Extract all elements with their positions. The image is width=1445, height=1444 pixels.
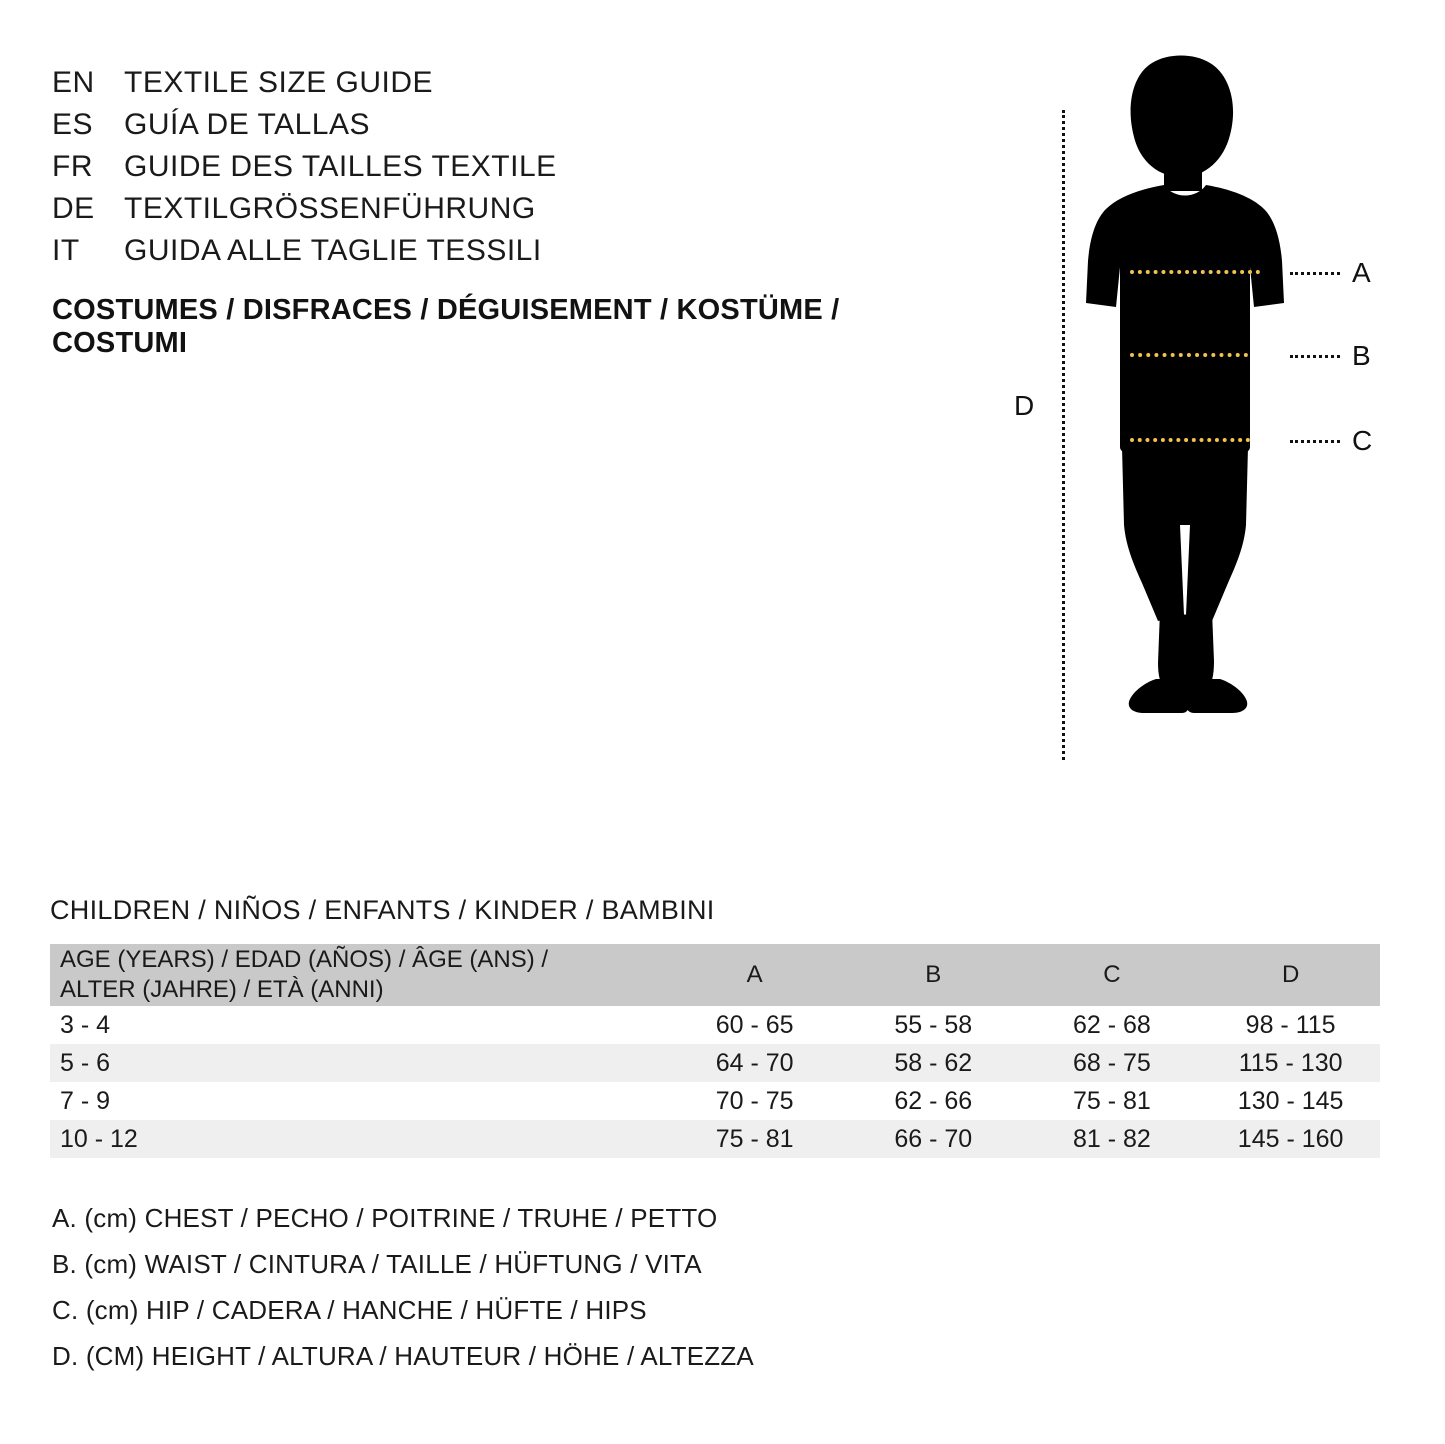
figure-label-b: B bbox=[1352, 340, 1371, 371]
cell-age: 3 - 4 bbox=[60, 1010, 111, 1039]
figure-diagram bbox=[990, 55, 1410, 735]
language-header bbox=[52, 62, 972, 360]
cell-c: 68 - 75 bbox=[1023, 1044, 1202, 1082]
language-text-es: GUÍA DE TALLAS bbox=[124, 108, 370, 141]
header-a: A bbox=[665, 944, 844, 1006]
cell-a: 60 - 65 bbox=[715, 1010, 794, 1039]
legend-line-b: B. (cm) WAIST / CINTURA / TAILLE / HÜFTUNG / VITA bbox=[52, 1249, 702, 1279]
language-text-it: GUIDA ALLE TAGLIE TESSILI bbox=[124, 234, 542, 267]
cell-b: 66 - 70 bbox=[844, 1120, 1023, 1158]
figure-label-a: A bbox=[1352, 257, 1371, 288]
cell-b: 55 - 58 bbox=[894, 1010, 973, 1039]
legend-line-a: A. (cm) CHEST / PECHO / POITRINE / TRUHE / PETTO bbox=[52, 1203, 718, 1233]
language-code-it: IT bbox=[52, 234, 80, 267]
header-age bbox=[50, 944, 665, 1006]
language-row-de bbox=[52, 188, 972, 230]
language-row-en bbox=[52, 62, 972, 104]
header-b: B bbox=[844, 944, 1023, 1006]
language-row-fr bbox=[52, 146, 972, 188]
table-row bbox=[50, 1082, 1380, 1120]
header-c: C bbox=[1023, 944, 1202, 1006]
size-table-section bbox=[50, 895, 1395, 1158]
language-code-en: EN bbox=[52, 66, 95, 99]
cell-a: 75 - 81 bbox=[665, 1120, 844, 1158]
language-row-es bbox=[52, 104, 972, 146]
chest-leader-line bbox=[1290, 272, 1340, 275]
header-d: D bbox=[1201, 944, 1380, 1006]
language-text-fr: GUIDE DES TAILLES TEXTILE bbox=[124, 150, 557, 183]
table-row bbox=[50, 1006, 1380, 1044]
legend-line-c: C. (cm) HIP / CADERA / HANCHE / HÜFTE / HIPS bbox=[52, 1295, 647, 1325]
table-row bbox=[50, 1120, 1380, 1158]
language-code-es: ES bbox=[52, 108, 94, 141]
size-table bbox=[50, 944, 1380, 1158]
cell-d: 130 - 145 bbox=[1237, 1086, 1344, 1115]
children-table-title: CHILDREN / NIÑOS / ENFANTS / KINDER / BAMBINI bbox=[50, 895, 715, 925]
language-code-fr: FR bbox=[52, 150, 93, 183]
size-table-header-row bbox=[50, 944, 1380, 1006]
cell-age: 10 - 12 bbox=[50, 1120, 665, 1158]
table-row bbox=[50, 1044, 1380, 1082]
legend-line-d: D. (CM) HEIGHT / ALTURA / HAUTEUR / HÖHE / ALTEZZA bbox=[52, 1341, 754, 1371]
waist-measure-line bbox=[1130, 353, 1248, 357]
size-table-body bbox=[50, 1006, 1380, 1158]
waist-leader-line bbox=[1290, 355, 1340, 358]
cell-a: 70 - 75 bbox=[715, 1086, 794, 1115]
language-row-it bbox=[52, 230, 972, 272]
cell-a: 64 - 70 bbox=[665, 1044, 844, 1082]
header-age-line2: ALTER (JAHRE) / ETÀ (ANNI) bbox=[60, 976, 384, 1003]
cell-c: 75 - 81 bbox=[1073, 1086, 1151, 1115]
figure-label-c: C bbox=[1352, 425, 1373, 456]
height-label-d: D bbox=[1014, 390, 1035, 421]
language-text-de: TEXTILGRÖSSENFÜHRUNG bbox=[124, 192, 536, 225]
cell-b: 62 - 66 bbox=[894, 1086, 973, 1115]
measurement-legend bbox=[52, 1195, 1052, 1379]
header-age-line1: AGE (YEARS) / EDAD (AÑOS) / ÂGE (ANS) / bbox=[60, 946, 549, 973]
cell-d: 145 - 160 bbox=[1201, 1120, 1380, 1158]
cell-age: 5 - 6 bbox=[50, 1044, 665, 1082]
cell-c: 81 - 82 bbox=[1023, 1120, 1202, 1158]
cell-d: 115 - 130 bbox=[1201, 1044, 1380, 1082]
cell-b: 58 - 62 bbox=[844, 1044, 1023, 1082]
cell-age: 7 - 9 bbox=[60, 1086, 111, 1115]
chest-measure-line bbox=[1130, 270, 1260, 274]
cell-d: 98 - 115 bbox=[1245, 1010, 1336, 1039]
language-code-de: DE bbox=[52, 192, 95, 225]
costumes-subtitle: COSTUMES / DISFRACES / DÉGUISEMENT / KOSTÜME / COSTUMI bbox=[52, 294, 840, 359]
language-text-en: TEXTILE SIZE GUIDE bbox=[124, 66, 434, 99]
cell-c: 62 - 68 bbox=[1073, 1010, 1151, 1039]
hip-leader-line bbox=[1290, 440, 1340, 443]
size-table-head bbox=[50, 944, 1380, 1006]
hip-measure-line bbox=[1130, 438, 1250, 442]
child-silhouette-icon bbox=[1060, 55, 1310, 715]
